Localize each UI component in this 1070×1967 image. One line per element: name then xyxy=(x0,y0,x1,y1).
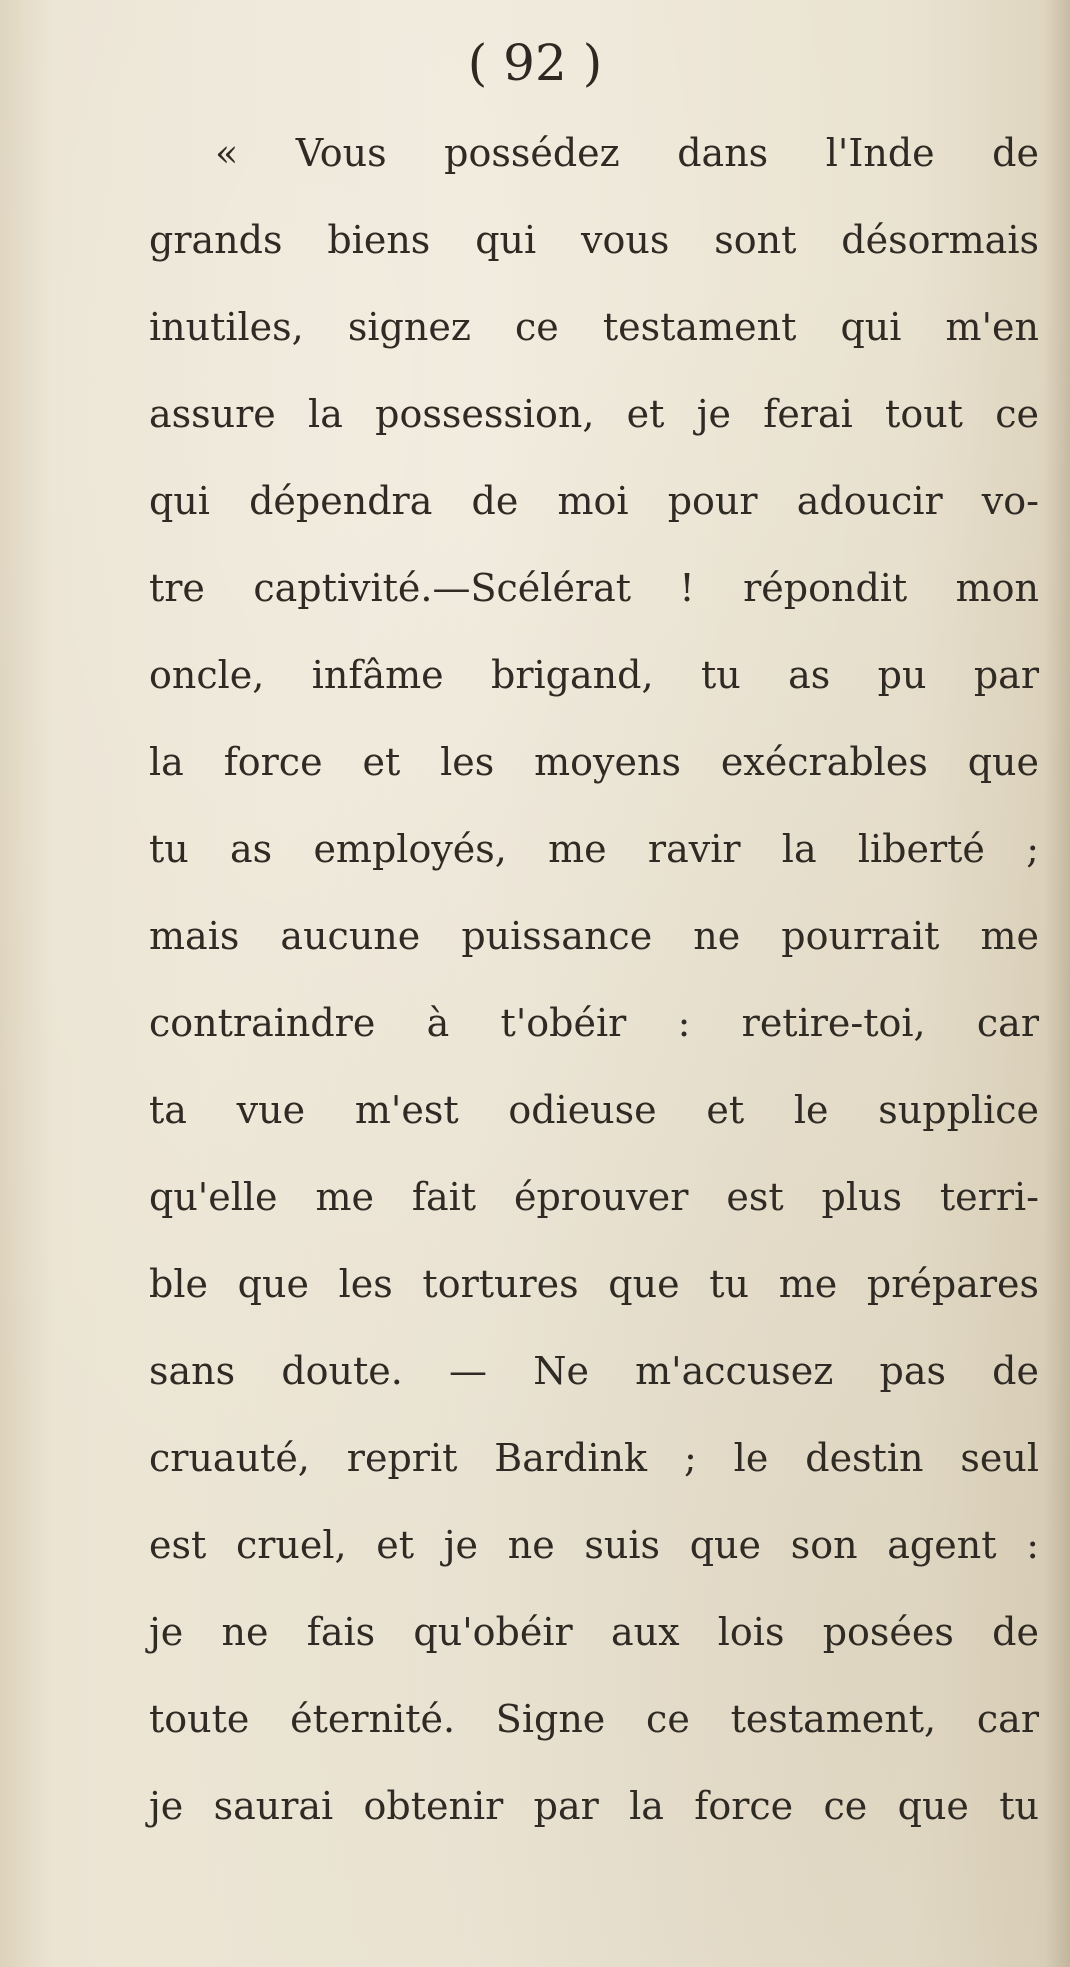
text-line: je saurai obtenir par la force ce que tu xyxy=(149,1784,1039,1828)
text-line: assure la possession, et je ferai tout ce xyxy=(149,392,1039,436)
text-line: toute éternité. Signe ce testament, car xyxy=(149,1697,1039,1741)
text-line: mais aucune puissance ne pourrait me xyxy=(149,914,1039,958)
page-number: ( 92 ) xyxy=(467,34,603,92)
text-line: oncle, infâme brigand, tu as pu par xyxy=(149,653,1039,697)
text-line: je ne fais qu'obéir aux lois posées de xyxy=(149,1610,1039,1654)
text-line: « Vous possédez dans l'Inde de xyxy=(215,131,1039,175)
text-line: tre captivité.—Scélérat ! répondit mon xyxy=(149,566,1039,610)
text-line: tu as employés, me ravir la liberté ; xyxy=(149,827,1039,871)
text-line: ble que les tortures que tu me prépares xyxy=(149,1262,1039,1306)
text-line: la force et les moyens exécrables que xyxy=(149,740,1039,784)
text-line: grands biens qui vous sont désormais xyxy=(149,218,1039,262)
text-line: qu'elle me fait éprouver est plus terri- xyxy=(149,1175,1039,1219)
text-line: qui dépendra de moi pour adoucir vo- xyxy=(149,479,1039,523)
body-text xyxy=(149,110,1039,1850)
text-line: contraindre à t'obéir : retire-toi, car xyxy=(149,1001,1039,1045)
page-edge-shadow xyxy=(1044,0,1070,1967)
text-line: ta vue m'est odieuse et le supplice xyxy=(149,1088,1039,1132)
text-line: est cruel, et je ne suis que son agent : xyxy=(149,1523,1039,1567)
text-line: inutiles, signez ce testament qui m'en xyxy=(149,305,1039,349)
text-line: cruauté, reprit Bardink ; le destin seul xyxy=(149,1436,1039,1480)
text-line: sans doute. — Ne m'accusez pas de xyxy=(149,1349,1039,1393)
